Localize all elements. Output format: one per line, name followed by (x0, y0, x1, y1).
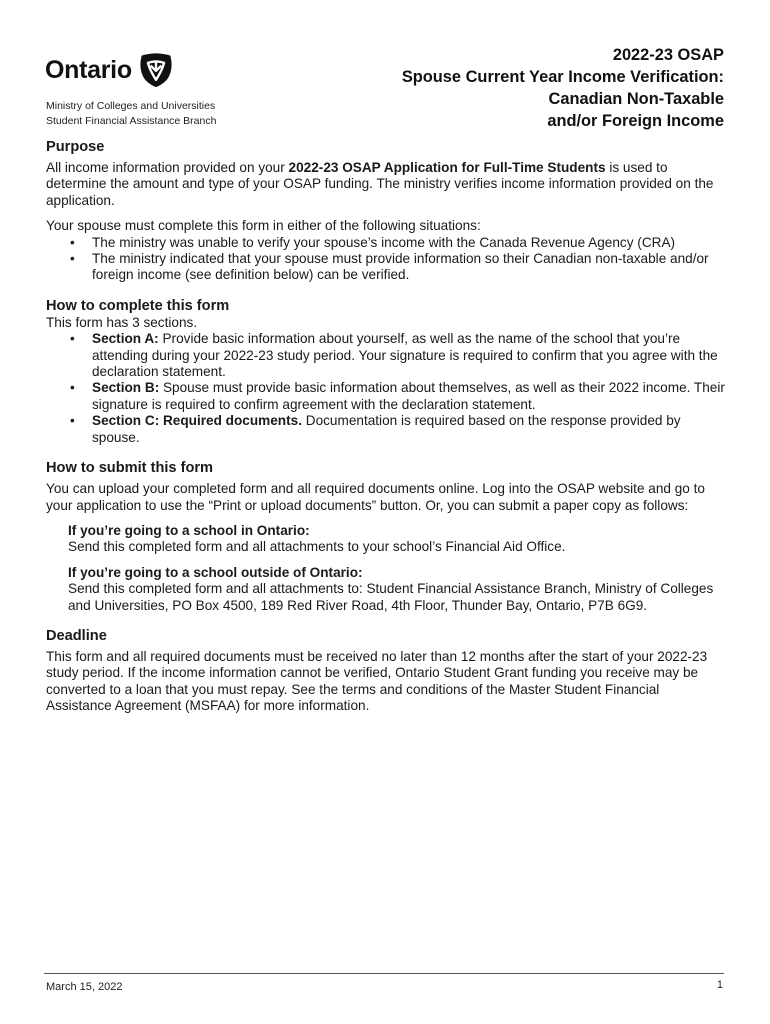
branch-name: Student Financial Assistance Branch (46, 115, 217, 127)
outside-ontario-heading: If you’re going to a school outside of Ontario: (68, 564, 363, 580)
section-description: Provide basic information about yourself, as well as the name of the school that you’re attending during your 2022-23 study period. Your signature is required to confirm that you agree with the declaration statement. (92, 331, 718, 380)
trillium-icon (138, 52, 174, 88)
title-line-2: Spouse Current Year Income Verification: (401, 68, 724, 86)
footer-date: March 15, 2022 (46, 981, 123, 993)
list-item (46, 251, 726, 284)
title-line-3: Canadian Non-Taxable (548, 90, 724, 108)
section-label: Section A: (92, 331, 159, 347)
ontario-logo (45, 52, 174, 88)
form-body (46, 138, 726, 715)
how-to-submit-heading: How to submit this form (46, 460, 214, 477)
purpose-heading: Purpose (46, 139, 105, 155)
situations-list (46, 235, 726, 284)
ontario-school-heading: If you’re going to a school in Ontario: (68, 522, 310, 538)
bullet: • (70, 413, 75, 429)
title-line-1: 2022-23 OSAP (612, 46, 724, 64)
ministry-name: Ministry of Colleges and Universities (46, 100, 216, 112)
logo-wordmark: Ontario (45, 55, 132, 84)
spouse-situations-intro: Your spouse must complete this form in either of the following situations: (46, 218, 481, 234)
ontario-school-text: Send this completed form and all attachments to your school’s Financial Aid Office. (68, 539, 566, 555)
application-name: 2022-23 OSAP Application for Full-Time Students (288, 160, 606, 175)
purpose-text-post: is used to determine the amount and type of your OSAP funding. The ministry verifies income information provided on the application. (46, 160, 714, 208)
outside-ontario-text: Send this completed form and all attachments to: Student Financial Assistance Branch, Ministry of Colleges and Universities, PO Box 4500, 189 Red River Road, 4th Floor, Thunder Bay, Ontario, P7B 6G9. (68, 581, 714, 613)
form-title (402, 44, 724, 132)
bullet: • (70, 234, 75, 250)
list-item (46, 235, 726, 251)
how-to-complete-heading: How to complete this form (46, 297, 230, 314)
situation-text: The ministry indicated that your spouse must provide information so their Canadian non-taxable and/or foreign income (see definition below) can be verified. (92, 251, 709, 283)
purpose-text-pre: All income information provided on your (46, 160, 289, 175)
title-line-4: and/or Foreign Income (547, 112, 724, 130)
ministry-info (46, 99, 216, 129)
bullet: • (70, 380, 75, 396)
bullet: • (70, 251, 75, 267)
page-number: 1 (716, 979, 723, 991)
purpose-paragraph (46, 160, 726, 209)
section-label: Section B: (92, 380, 160, 396)
submit-intro: You can upload your completed form and all required documents online. Log into the OSAP website and go to your application to use the “Print or upload documents” button. Or, you can submit a paper copy as follows: (46, 481, 705, 513)
deadline-heading: Deadline (46, 627, 107, 644)
section-description: Spouse must provide basic information about themselves, as well as their 2022 income. Their signature is required to confirm agreement with the declaration statement. (92, 380, 725, 412)
ontario-school-block (46, 523, 726, 556)
deadline-text: This form and all required documents must be received no later than 12 months after the start of your 2022-23 study period. If the income information cannot be verified, Ontario Student Grant funding you receive may be converted to a loan that you must repay. See the terms and conditions of the Master Student Financial Assistance Agreement (MSFAA) for more information. (46, 648, 708, 714)
list-item (46, 380, 726, 413)
list-item (46, 331, 726, 380)
sections-intro: This form has 3 sections. (46, 314, 198, 330)
situation-text: The ministry was unable to verify your spouse’s income with the Canada Revenue Agency (CRA) (92, 234, 676, 250)
bullet: • (70, 331, 75, 347)
list-item (46, 413, 726, 446)
sections-list (46, 331, 726, 446)
outside-ontario-block (46, 565, 726, 614)
section-label: Section C: Required documents. (92, 413, 302, 429)
section-description: Documentation is required based on the response provided by spouse. (92, 413, 681, 445)
footer-divider (44, 973, 724, 974)
